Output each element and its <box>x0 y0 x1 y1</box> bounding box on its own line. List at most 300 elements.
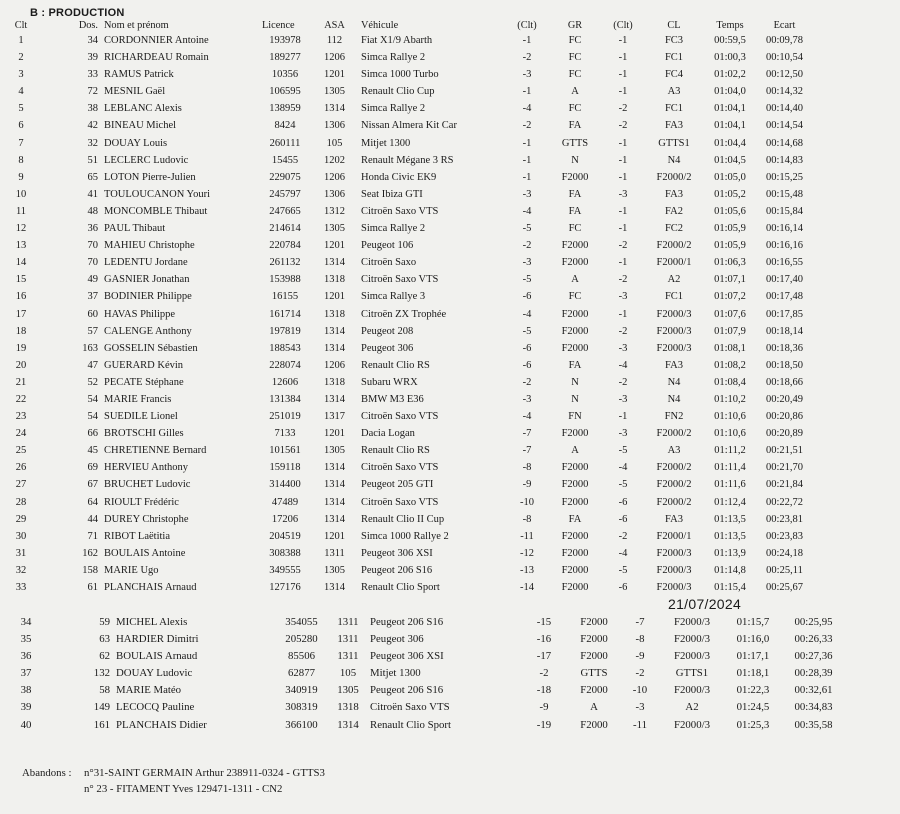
cell-vehicle: Dacia Logan <box>361 428 415 440</box>
cell-vehicle: Simca Rallye 2 <box>361 223 426 235</box>
cell-clt: 7 <box>18 137 24 149</box>
cell-licence: 228074 <box>269 359 301 371</box>
cell-class: GTTS1 <box>658 137 690 149</box>
cell-gap: 00:21,51 <box>765 445 804 457</box>
cell-gap: 00:35,58 <box>794 718 833 731</box>
cell-group: FC <box>568 103 582 115</box>
cell-time: 01:22,3 <box>736 684 770 697</box>
cell-name: RIOULT Frédéric <box>104 496 179 508</box>
cell-clt: 28 <box>15 496 27 508</box>
cell-gap: 00:16,14 <box>765 223 804 235</box>
cell-group-rank: -4 <box>522 411 532 423</box>
cell-time: 01:07,6 <box>714 308 746 320</box>
abandon-entry: n°31-SAINT GERMAIN Arthur 238911-0324 - GTTS3 <box>84 767 325 779</box>
cell-dos: 61 <box>87 582 98 593</box>
cell-group-rank: -8 <box>522 462 532 474</box>
table-row <box>0 220 900 237</box>
cell-asa: 1314 <box>324 582 345 593</box>
cell-asa: 1314 <box>324 257 345 269</box>
cell-asa: 1306 <box>324 188 345 200</box>
cell-dos: 63 <box>99 633 110 646</box>
cell-gap: 00:15,48 <box>765 188 804 200</box>
cell-clt: 6 <box>18 120 24 132</box>
cell-vehicle: Citroën Saxo VTS <box>370 701 450 714</box>
cell-name: BODINIER Philippe <box>104 291 192 303</box>
cell-gap: 00:18,66 <box>765 376 804 388</box>
cell-clt: 21 <box>15 376 27 388</box>
cell-gap: 00:09,78 <box>765 35 804 46</box>
cell-vehicle: Citroën Saxo VTS <box>361 462 439 474</box>
cell-class-rank: -1 <box>618 411 628 423</box>
cell-class: FA3 <box>665 188 683 200</box>
table-row <box>0 340 900 357</box>
table-row <box>0 100 900 117</box>
cell-vehicle: Seat Ibiza GTI <box>361 188 423 200</box>
cell-clt: 10 <box>15 188 27 200</box>
cell-clt: 4 <box>18 86 24 98</box>
cell-asa: 1318 <box>324 376 345 388</box>
cell-clt: 31 <box>15 547 27 559</box>
cell-name: BINEAU Michel <box>104 120 177 132</box>
cell-asa: 1201 <box>324 530 345 542</box>
cell-group-rank: -10 <box>520 496 534 508</box>
cell-group-rank: -5 <box>522 325 532 337</box>
cell-group-rank: -4 <box>522 205 532 217</box>
cell-name: HARDIER Dimitri <box>116 633 199 646</box>
cell-group-rank: -5 <box>522 223 532 235</box>
table-row <box>0 631 900 648</box>
cell-gap: 00:25,11 <box>766 564 803 576</box>
cell-clt: 29 <box>15 513 27 525</box>
cell-vehicle: Renault Clio II Cup <box>361 513 445 525</box>
cell-class-rank: -5 <box>618 479 628 491</box>
cell-gap: 00:21,70 <box>765 462 804 474</box>
cell-group-rank: -6 <box>522 359 532 371</box>
cell-class: F2000/3 <box>656 308 692 320</box>
cell-clt: 14 <box>15 257 27 269</box>
cell-licence: 349555 <box>269 564 301 576</box>
cell-asa: 1206 <box>324 52 345 64</box>
table-row <box>0 288 900 305</box>
cell-group: FA <box>568 188 582 200</box>
cell-gap: 00:26,33 <box>794 633 833 646</box>
cell-clt: 9 <box>18 171 24 183</box>
cell-asa: 1311 <box>324 547 345 559</box>
cell-dos: 163 <box>82 342 98 354</box>
cell-licence: 193978 <box>269 35 301 46</box>
cell-licence: 220784 <box>269 240 301 252</box>
cell-class-rank: -1 <box>618 69 628 81</box>
cell-class: F2000/2 <box>656 240 692 252</box>
cell-licence: 245797 <box>269 188 301 200</box>
cell-licence: 251019 <box>269 411 301 423</box>
cell-asa: 1314 <box>324 103 345 115</box>
cell-group: F2000 <box>561 564 589 576</box>
cell-gap: 00:25,67 <box>765 582 804 593</box>
cell-group: F2000 <box>561 325 589 337</box>
cell-group-rank: -4 <box>522 103 532 115</box>
cell-vehicle: Honda Civic EK9 <box>361 171 437 183</box>
cell-time: 00:59,5 <box>714 35 746 46</box>
cell-licence: 62877 <box>288 667 315 680</box>
table-row <box>0 83 900 100</box>
cell-clt: 22 <box>15 393 27 405</box>
cell-dos: 162 <box>82 547 98 559</box>
cell-time: 01:04,1 <box>714 120 746 132</box>
cell-asa: 1317 <box>324 411 345 423</box>
cell-vehicle: Subaru WRX <box>361 376 418 388</box>
cell-class: F2000/3 <box>674 684 710 697</box>
cell-time: 01:13,9 <box>714 547 746 559</box>
header-asa: ASA <box>324 20 345 31</box>
cell-group: F2000 <box>561 462 589 474</box>
table-row <box>0 203 900 220</box>
cell-class-rank: -2 <box>618 274 628 286</box>
cell-class-rank: -2 <box>618 240 628 252</box>
table-row <box>0 442 900 459</box>
cell-dos: 52 <box>87 376 98 388</box>
cell-time: 01:05,0 <box>714 171 746 183</box>
cell-licence: 101561 <box>269 445 301 457</box>
header-clt-cl: (Clt) <box>613 20 633 31</box>
cell-time: 01:05,9 <box>714 240 746 252</box>
cell-group-rank: -14 <box>520 582 534 593</box>
cell-gap: 00:10,54 <box>765 52 804 64</box>
cell-vehicle: Citroën Saxo VTS <box>361 205 439 217</box>
cell-class: FC2 <box>664 223 684 235</box>
cell-group: F2000 <box>561 530 589 542</box>
table-row <box>0 699 900 716</box>
cell-clt: 38 <box>20 684 32 697</box>
cell-clt: 16 <box>15 291 27 303</box>
cell-dos: 42 <box>87 120 98 132</box>
cell-name: MESNIL Gaël <box>104 86 166 98</box>
cell-class: F2000/2 <box>656 171 692 183</box>
cell-vehicle: Simca 1000 Turbo <box>361 69 439 81</box>
cell-name: CHRETIENNE Bernard <box>104 445 207 457</box>
cell-name: CORDONNIER Antoine <box>104 35 209 46</box>
cell-asa: 1314 <box>324 342 345 354</box>
cell-group: FC <box>568 291 582 303</box>
cell-group: F2000 <box>580 684 608 697</box>
cell-dos: 158 <box>82 564 98 576</box>
cell-class: F2000/3 <box>656 325 692 337</box>
cell-time: 01:15,7 <box>736 616 770 628</box>
cell-asa: 1318 <box>337 701 359 714</box>
cell-clt: 8 <box>18 154 24 166</box>
cell-group: N <box>571 154 579 166</box>
cell-licence: 205280 <box>285 633 318 646</box>
cell-group: A <box>590 701 598 714</box>
cell-group-rank: -2 <box>539 667 549 680</box>
cell-asa: 1318 <box>324 308 345 320</box>
cell-class: FC1 <box>664 103 684 115</box>
cell-group-rank: -1 <box>522 35 532 46</box>
results-table-part2 <box>0 614 900 734</box>
cell-time: 01:07,9 <box>714 325 746 337</box>
cell-class: F2000/3 <box>656 582 692 593</box>
cell-vehicle: Peugeot 106 <box>361 240 414 252</box>
cell-class: A3 <box>667 445 681 457</box>
cell-vehicle: Mitjet 1300 <box>361 137 411 149</box>
cell-name: MICHEL Alexis <box>116 616 188 628</box>
cell-class: F2000/3 <box>674 650 710 663</box>
table-row <box>0 391 900 408</box>
header-clt-gr: (Clt) <box>517 20 537 31</box>
cell-group-rank: -7 <box>522 428 532 440</box>
cell-clt: 27 <box>15 479 27 491</box>
cell-licence: 85506 <box>288 650 315 663</box>
cell-vehicle: Peugeot 206 S16 <box>370 684 444 697</box>
header-dos: Dos. <box>78 20 98 31</box>
cell-dos: 71 <box>87 530 98 542</box>
cell-group: F2000 <box>561 582 589 593</box>
cell-gap: 00:15,84 <box>765 205 804 217</box>
cell-licence: 106595 <box>269 86 301 98</box>
cell-dos: 62 <box>99 650 110 663</box>
cell-asa: 1201 <box>324 291 345 303</box>
cell-time: 01:11,2 <box>714 445 746 457</box>
cell-clt: 17 <box>15 308 27 320</box>
cell-class-rank: -2 <box>618 530 628 542</box>
cell-group: GTTS <box>580 667 608 680</box>
cell-class: F2000/3 <box>656 342 692 354</box>
cell-time: 01:07,1 <box>714 274 746 286</box>
cell-time: 01:12,4 <box>714 496 746 508</box>
cell-vehicle: Nissan Almera Kit Car <box>361 120 457 132</box>
cell-clt: 20 <box>15 359 27 371</box>
cell-class-rank: -1 <box>618 154 628 166</box>
cell-class: FA3 <box>665 120 683 132</box>
cell-clt: 40 <box>20 718 32 731</box>
cell-asa: 1201 <box>324 69 345 81</box>
cell-dos: 65 <box>87 171 98 183</box>
cell-name: BOULAIS Antoine <box>104 547 186 559</box>
cell-time: 01:11,6 <box>714 479 746 491</box>
cell-dos: 64 <box>87 496 98 508</box>
cell-asa: 1312 <box>324 205 345 217</box>
cell-name: GASNIER Jonathan <box>104 274 190 286</box>
cell-group: F2000 <box>561 308 589 320</box>
cell-name: MARIE Francis <box>104 393 172 405</box>
cell-class: F2000/3 <box>656 564 692 576</box>
cell-time: 01:02,2 <box>714 69 746 81</box>
cell-dos: 132 <box>93 667 110 680</box>
cell-gap: 00:32,61 <box>794 684 833 697</box>
cell-gap: 00:18,36 <box>765 342 804 354</box>
cell-gap: 00:17,40 <box>765 274 804 286</box>
cell-asa: 1311 <box>337 616 359 628</box>
cell-gap: 00:24,18 <box>765 547 804 559</box>
cell-asa: 105 <box>326 137 343 149</box>
cell-vehicle: Renault Clio RS <box>361 359 430 371</box>
table-row <box>0 494 900 511</box>
table-row <box>0 186 900 203</box>
cell-class-rank: -5 <box>618 445 628 457</box>
cell-name: PLANCHAIS Didier <box>116 718 207 731</box>
cell-clt: 34 <box>20 616 32 628</box>
cell-time: 01:04,5 <box>714 154 746 166</box>
cell-class-rank: -2 <box>618 325 628 337</box>
cell-gap: 00:14,32 <box>765 86 804 98</box>
cell-clt: 37 <box>20 667 32 680</box>
cell-dos: 36 <box>87 223 98 235</box>
table-row <box>0 323 900 340</box>
cell-group: F2000 <box>561 496 589 508</box>
cell-dos: 66 <box>87 428 98 440</box>
cell-gap: 00:28,39 <box>794 667 833 680</box>
header-cl: CL <box>667 20 681 31</box>
cell-time: 01:14,8 <box>714 564 746 576</box>
cell-dos: 54 <box>87 411 98 423</box>
cell-group: GTTS <box>561 137 589 149</box>
cell-clt: 32 <box>15 564 27 576</box>
cell-licence: 10356 <box>271 69 299 81</box>
cell-licence: 308319 <box>285 701 318 714</box>
cell-class-rank: -11 <box>633 718 647 731</box>
table-row <box>0 408 900 425</box>
cell-licence: 153988 <box>269 274 301 286</box>
header-ecart: Ecart <box>773 20 796 31</box>
cell-time: 01:15,4 <box>714 582 746 593</box>
table-row <box>0 682 900 699</box>
cell-group-rank: -17 <box>536 650 552 663</box>
cell-vehicle: Renault Clio RS <box>361 445 430 457</box>
table-row <box>0 717 900 734</box>
cell-class: FC1 <box>664 291 684 303</box>
cell-class: F2000/3 <box>656 547 692 559</box>
cell-dos: 39 <box>87 52 98 64</box>
cell-gap: 00:18,14 <box>765 325 804 337</box>
cell-clt: 13 <box>15 240 27 252</box>
cell-time: 01:24,5 <box>736 701 770 714</box>
cell-name: GOSSELIN Sébastien <box>104 342 198 354</box>
cell-group: F2000 <box>561 428 589 440</box>
cell-class: FA2 <box>665 205 683 217</box>
cell-vehicle: Renault Clio Cup <box>361 86 435 98</box>
cell-vehicle: Simca Rallye 2 <box>361 52 426 64</box>
table-row <box>0 476 900 493</box>
cell-class: FA3 <box>665 359 683 371</box>
cell-licence: 204519 <box>269 530 301 542</box>
cell-class-rank: -6 <box>618 496 628 508</box>
cell-class-rank: -4 <box>618 359 628 371</box>
cell-class-rank: -1 <box>618 137 628 149</box>
cell-group-rank: -3 <box>522 393 532 405</box>
cell-group-rank: -13 <box>520 564 534 576</box>
cell-group: FC <box>568 69 582 81</box>
cell-licence: 159118 <box>269 462 301 474</box>
cell-group-rank: -19 <box>536 718 552 731</box>
cell-dos: 69 <box>87 462 98 474</box>
cell-clt: 23 <box>15 411 27 423</box>
cell-class-rank: -2 <box>635 667 645 680</box>
cell-clt: 33 <box>15 582 27 593</box>
cell-vehicle: Simca 1000 Rallye 2 <box>361 530 449 542</box>
cell-class-rank: -7 <box>635 616 645 628</box>
cell-time: 01:13,5 <box>714 513 746 525</box>
cell-class-rank: -1 <box>618 205 628 217</box>
header-licence: Licence <box>262 20 295 31</box>
cell-licence: 138959 <box>269 103 301 115</box>
cell-gap: 00:14,40 <box>765 103 804 115</box>
cell-asa: 1311 <box>337 650 359 663</box>
cell-licence: 188543 <box>269 342 301 354</box>
cell-group: A <box>571 274 579 286</box>
cell-name: SUEDILE Lionel <box>104 411 178 423</box>
table-row <box>0 374 900 391</box>
cell-group-rank: -9 <box>539 701 549 714</box>
cell-group: FN <box>568 411 582 423</box>
cell-time: 01:04,1 <box>714 103 746 115</box>
section-title: B : PRODUCTION <box>30 7 125 19</box>
cell-name: TOULOUCANON Youri <box>104 188 210 200</box>
cell-licence: 340919 <box>285 684 318 697</box>
header-temps: Temps <box>716 20 744 31</box>
cell-licence: 12606 <box>271 376 299 388</box>
cell-asa: 1305 <box>324 223 345 235</box>
cell-dos: 38 <box>87 103 98 115</box>
cell-clt: 11 <box>15 205 27 217</box>
cell-clt: 24 <box>15 428 27 440</box>
table-row <box>0 135 900 152</box>
cell-group: F2000 <box>580 650 608 663</box>
cell-class-rank: -3 <box>618 291 628 303</box>
header-gr: GR <box>567 20 583 31</box>
table-row <box>0 425 900 442</box>
cell-time: 01:05,6 <box>714 205 746 217</box>
cell-gap: 00:14,83 <box>765 154 804 166</box>
cell-group-rank: -4 <box>522 308 532 320</box>
cell-group-rank: -6 <box>522 342 532 354</box>
cell-asa: 1201 <box>324 428 345 440</box>
cell-licence: 7133 <box>274 428 296 440</box>
cell-time: 01:10,6 <box>714 411 746 423</box>
cell-gap: 00:12,50 <box>765 69 804 81</box>
cell-class: F2000/1 <box>656 257 692 269</box>
cell-licence: 189277 <box>269 52 301 64</box>
cell-time: 01:10,2 <box>714 393 746 405</box>
cell-licence: 247665 <box>269 205 301 217</box>
cell-class-rank: -1 <box>618 223 628 235</box>
cell-dos: 67 <box>87 479 98 491</box>
cell-time: 01:25,3 <box>736 718 770 731</box>
cell-group-rank: -2 <box>522 376 532 388</box>
cell-class-rank: -3 <box>618 428 628 440</box>
cell-vehicle: Peugeot 206 S16 <box>361 564 433 576</box>
cell-dos: 149 <box>93 701 110 714</box>
cell-name: LECLERC Ludovic <box>104 154 189 166</box>
cell-class-rank: -1 <box>618 308 628 320</box>
cell-vehicle: Simca Rallye 3 <box>361 291 426 303</box>
cell-class-rank: -1 <box>618 171 628 183</box>
cell-vehicle: Peugeot 306 XSI <box>361 547 433 559</box>
cell-class: N4 <box>667 154 681 166</box>
cell-name: RIBOT Laëtitia <box>104 530 170 542</box>
cell-class: F2000/2 <box>656 479 692 491</box>
cell-name: RAMUS Patrick <box>104 69 174 81</box>
cell-clt: 15 <box>15 274 27 286</box>
cell-group-rank: -18 <box>536 684 552 697</box>
cell-dos: 70 <box>87 257 98 269</box>
table-row <box>0 306 900 323</box>
cell-dos: 41 <box>87 188 98 200</box>
cell-group: F2000 <box>561 547 589 559</box>
cell-gap: 00:16,55 <box>765 257 804 269</box>
cell-vehicle: Peugeot 206 S16 <box>370 616 444 628</box>
cell-asa: 1314 <box>324 513 345 525</box>
cell-group-rank: -2 <box>522 120 532 132</box>
